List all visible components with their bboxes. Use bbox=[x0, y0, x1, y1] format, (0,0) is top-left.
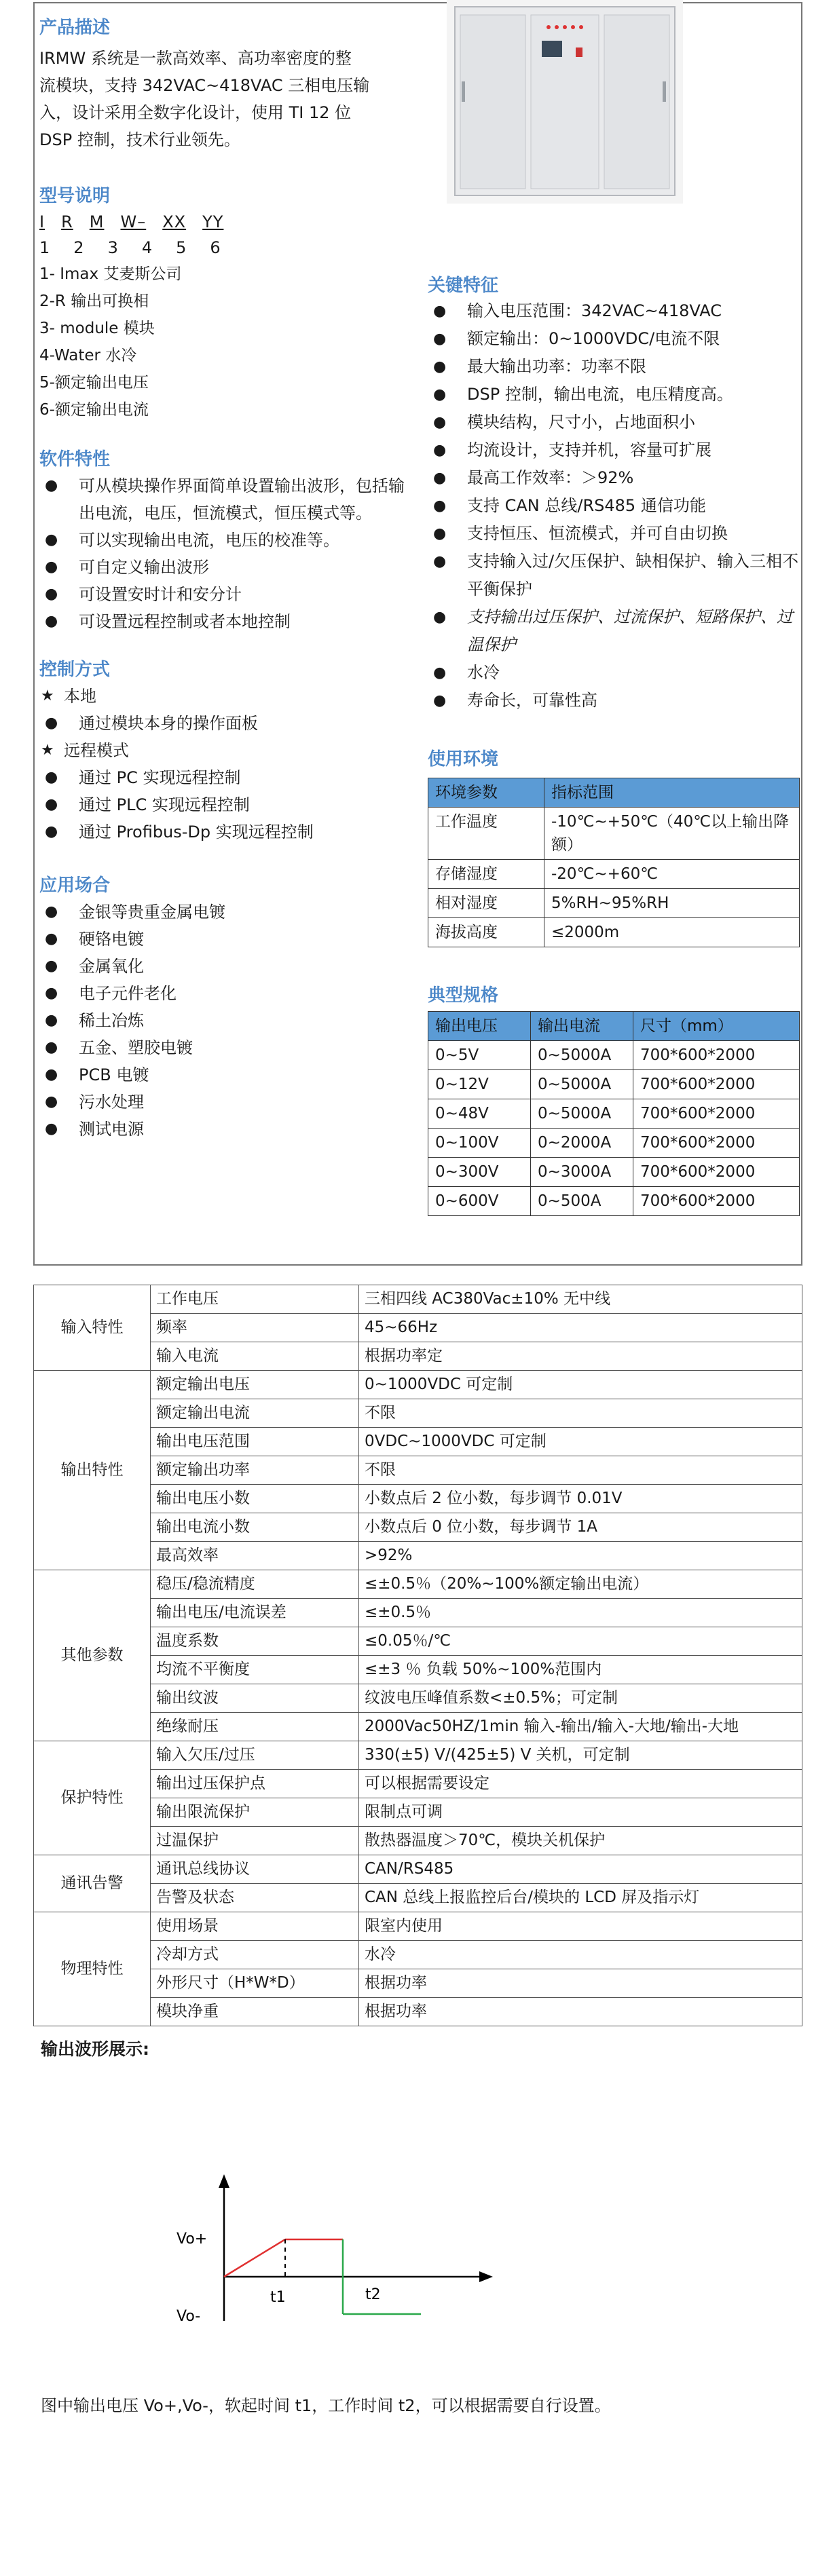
table-cell: 纹波电压峰值系数<±0.5%；可定制 bbox=[359, 1684, 802, 1713]
product-desc-line: DSP 控制，技术行业领先。 bbox=[39, 130, 240, 149]
bullet-icon bbox=[433, 436, 446, 464]
table-cell: 额定输出电压 bbox=[151, 1371, 359, 1399]
features-heading: 关键特征 bbox=[428, 276, 499, 296]
table-cell: ≤±0.5％ bbox=[359, 1599, 802, 1627]
feature-item: 支持输入过/欠压保护、缺相保护、输入三相不平衡保护 bbox=[467, 552, 799, 599]
table-cell: 700*600*2000 bbox=[633, 1041, 800, 1070]
control-local-label: 本地 bbox=[64, 687, 96, 706]
group-cell: 输出特性 bbox=[34, 1371, 151, 1570]
table-cell: 330(±5) V/(425±5) V 关机，可定制 bbox=[359, 1741, 802, 1770]
table-cell: 使用场景 bbox=[151, 1912, 359, 1941]
list-item bbox=[428, 381, 802, 409]
table-cell: 输出电压/电流误差 bbox=[151, 1599, 359, 1627]
list-item bbox=[428, 297, 802, 325]
parameter-table bbox=[33, 1285, 802, 2026]
table-header-cell: 输出电流 bbox=[531, 1012, 633, 1041]
group-cell: 保护特性 bbox=[34, 1741, 151, 1855]
application-item: 硬铬电镀 bbox=[79, 930, 144, 949]
bullet-icon bbox=[433, 548, 446, 575]
applications-list bbox=[39, 898, 406, 1143]
table-cell: 根据功率定 bbox=[359, 1342, 802, 1371]
waveform-y-arrow bbox=[219, 2174, 229, 2188]
bullet-icon bbox=[45, 1088, 58, 1116]
list-item bbox=[39, 898, 406, 926]
list-item bbox=[39, 608, 406, 635]
bullet-icon bbox=[433, 381, 446, 409]
table-row bbox=[428, 1070, 800, 1099]
table-cell: 告警及状态 bbox=[151, 1884, 359, 1912]
table-header-cell: 尺寸（mm） bbox=[633, 1012, 800, 1041]
control-remote-label: 远程模式 bbox=[64, 741, 129, 760]
model-code bbox=[39, 209, 406, 235]
waveform-rise bbox=[224, 2239, 285, 2277]
table-cell: 根据功率 bbox=[359, 1969, 802, 1998]
table-cell: 根据功率 bbox=[359, 1998, 802, 2026]
table-cell: 输入欠压/过压 bbox=[151, 1741, 359, 1770]
application-item: PCB 电镀 bbox=[79, 1065, 149, 1084]
table-cell: 额定输出电流 bbox=[151, 1399, 359, 1428]
model-number: 2 bbox=[73, 238, 85, 257]
table-cell: 可以根据需要设定 bbox=[359, 1770, 802, 1798]
list-item bbox=[39, 554, 406, 581]
feature-item: 额定输出：0~1000VDC/电流不限 bbox=[467, 329, 720, 348]
applications-heading: 应用场合 bbox=[39, 875, 111, 896]
table-cell: 0~2000A bbox=[531, 1129, 633, 1158]
model-numbers bbox=[39, 235, 406, 261]
model-legend-item: 6-额定输出电流 bbox=[39, 401, 149, 419]
group-cell: 其他参数 bbox=[34, 1570, 151, 1741]
table-cell: 外形尺寸（H*W*D） bbox=[151, 1969, 359, 1998]
table-cell: 输出过压保护点 bbox=[151, 1770, 359, 1798]
table-cell: 工作温度 bbox=[428, 808, 544, 860]
list-item bbox=[39, 1007, 406, 1034]
bullet-icon bbox=[433, 603, 446, 631]
waveform-diagram bbox=[163, 2158, 516, 2334]
table-cell: ≤0.05％/℃ bbox=[359, 1627, 802, 1656]
table-cell: 0~5000A bbox=[531, 1041, 633, 1070]
group-cell: 输入特性 bbox=[34, 1285, 151, 1371]
table-cell: ≤±0.5％（20%~100%额定输出电流） bbox=[359, 1570, 802, 1599]
table-cell: 700*600*2000 bbox=[633, 1158, 800, 1187]
feature-item: 支持输出过压保护、过流保护、短路保护、过温保护 bbox=[467, 607, 793, 654]
model-code-part: M bbox=[89, 212, 105, 231]
environment-table bbox=[428, 778, 800, 947]
table-cell: 0~5V bbox=[428, 1041, 531, 1070]
feature-item: 支持 CAN 总线/RS485 通信功能 bbox=[467, 496, 706, 515]
application-item: 电子元件老化 bbox=[79, 984, 177, 1003]
application-item: 五金、塑胶电镀 bbox=[79, 1038, 193, 1057]
control-list bbox=[39, 683, 406, 846]
table-cell: 0~48V bbox=[428, 1099, 531, 1129]
model-legend-item: 3- module 模块 bbox=[39, 320, 155, 337]
list-item bbox=[39, 527, 406, 554]
list-item bbox=[428, 659, 802, 687]
table-cell: 相对湿度 bbox=[428, 889, 544, 918]
software-list bbox=[39, 472, 406, 635]
table-cell: 通讯总线协议 bbox=[151, 1855, 359, 1884]
table-cell: 0~5000A bbox=[531, 1099, 633, 1129]
list-item bbox=[39, 472, 406, 527]
table-cell: 2000Vac50HZ/1min 输入-输出/输入-大地/输出-大地 bbox=[359, 1713, 802, 1741]
specs-table bbox=[428, 1011, 800, 1216]
model-number: 3 bbox=[107, 238, 119, 257]
waveform-vplus-label: Vo+ bbox=[177, 2231, 208, 2248]
model-code-part: R bbox=[61, 212, 73, 231]
table-header-cell: 输出电压 bbox=[428, 1012, 531, 1041]
bullet-icon bbox=[45, 1007, 58, 1034]
table-cell: 输出电流小数 bbox=[151, 1513, 359, 1542]
waveform-x-arrow bbox=[479, 2271, 493, 2282]
table-cell: 输出纹波 bbox=[151, 1684, 359, 1713]
list-item bbox=[39, 764, 406, 791]
software-item: 可设置远程控制或者本地控制 bbox=[79, 612, 291, 631]
waveform-t2-label: t2 bbox=[365, 2286, 381, 2303]
table-cell: 输出限流保护 bbox=[151, 1798, 359, 1827]
table-row bbox=[34, 1570, 802, 1599]
model-code-part: I bbox=[39, 212, 45, 231]
table-cell: CAN 总线上报监控后台/模块的 LCD 屏及指示灯 bbox=[359, 1884, 802, 1912]
product-desc-line: IRMW 系统是一款高效率、高功率密度的整 bbox=[39, 49, 352, 68]
table-cell: 0~300V bbox=[428, 1158, 531, 1187]
table-cell: 不限 bbox=[359, 1456, 802, 1485]
table-row bbox=[428, 1187, 800, 1216]
control-item: 通过 Profibus-Dp 实现远程控制 bbox=[79, 822, 314, 841]
table-row bbox=[428, 1158, 800, 1187]
application-item: 金属氧化 bbox=[79, 957, 144, 976]
table-header-row bbox=[428, 1012, 800, 1041]
software-item: 可以实现输出电流，电压的校准等。 bbox=[79, 531, 339, 550]
control-item: 通过模块本身的操作面板 bbox=[79, 714, 258, 733]
table-cell: 模块净重 bbox=[151, 1998, 359, 2026]
table-cell: 输入电流 bbox=[151, 1342, 359, 1371]
table-cell: 工作电压 bbox=[151, 1285, 359, 1314]
table-cell: 小数点后 0 位小数，每步调节 1A bbox=[359, 1513, 802, 1542]
model-heading: 型号说明 bbox=[39, 186, 111, 206]
feature-item: 最大输出功率：功率不限 bbox=[467, 357, 646, 376]
table-cell: 700*600*2000 bbox=[633, 1129, 800, 1158]
list-item bbox=[428, 353, 802, 381]
waveform-t1-label: t1 bbox=[270, 2289, 286, 2306]
software-item: 可从模块操作界面简单设置输出波形，包括输出电流，电压，恒流模式，恒压模式等。 bbox=[79, 476, 405, 523]
features-list bbox=[428, 297, 802, 715]
bullet-icon bbox=[45, 472, 58, 499]
list-item bbox=[428, 687, 802, 715]
table-cell: 温度系数 bbox=[151, 1627, 359, 1656]
list-item bbox=[39, 818, 406, 846]
feature-item: 水冷 bbox=[467, 663, 500, 682]
model-legend-item: 2-R 输出可换相 bbox=[39, 292, 149, 310]
control-heading: 控制方式 bbox=[39, 660, 111, 680]
feature-item: 寿命长，可靠性高 bbox=[467, 691, 597, 710]
list-item bbox=[428, 603, 802, 659]
bullet-icon bbox=[45, 1061, 58, 1088]
software-item: 可自定义输出波形 bbox=[79, 558, 209, 577]
group-cell: 通讯告警 bbox=[34, 1855, 151, 1912]
model-legend-item: 4-Water 水冷 bbox=[39, 347, 137, 364]
table-cell: 限室内使用 bbox=[359, 1912, 802, 1941]
bullet-icon bbox=[433, 325, 446, 353]
table-row bbox=[34, 1371, 802, 1399]
table-cell: 存储湿度 bbox=[428, 860, 544, 889]
table-cell: 频率 bbox=[151, 1314, 359, 1342]
table-cell: 0VDC~1000VDC 可定制 bbox=[359, 1428, 802, 1456]
table-cell: 均流不平衡度 bbox=[151, 1656, 359, 1684]
list-item bbox=[428, 436, 802, 464]
list-item bbox=[39, 1034, 406, 1061]
table-cell: 0~5000A bbox=[531, 1070, 633, 1099]
model-number: 4 bbox=[141, 238, 153, 257]
table-cell: CAN/RS485 bbox=[359, 1855, 802, 1884]
model-number: 6 bbox=[210, 238, 221, 257]
list-item bbox=[428, 492, 802, 520]
software-item: 可设置安时计和安分计 bbox=[79, 585, 242, 604]
table-cell: 绝缘耐压 bbox=[151, 1713, 359, 1741]
list-item bbox=[39, 1088, 406, 1116]
model-number: 5 bbox=[176, 238, 187, 257]
list-item bbox=[39, 737, 406, 764]
star-icon bbox=[41, 737, 54, 764]
bullet-icon bbox=[45, 953, 58, 980]
table-cell: 限制点可调 bbox=[359, 1798, 802, 1827]
table-row bbox=[428, 889, 800, 918]
table-cell: 额定输出功率 bbox=[151, 1456, 359, 1485]
table-row bbox=[428, 918, 800, 947]
table-row bbox=[428, 808, 800, 860]
table-cell: 不限 bbox=[359, 1399, 802, 1428]
model-code-part: YY bbox=[202, 212, 224, 231]
bullet-icon bbox=[45, 818, 58, 846]
left-column bbox=[39, 15, 406, 1143]
application-item: 污水处理 bbox=[79, 1093, 144, 1112]
table-cell: 0~600V bbox=[428, 1187, 531, 1216]
product-desc-line: 流模块，支持 342VAC~418VAC 三相电压输 bbox=[39, 76, 370, 95]
table-cell: ≤2000m bbox=[544, 918, 800, 947]
list-item bbox=[428, 464, 802, 492]
list-item bbox=[39, 1116, 406, 1143]
table-cell: 0~500A bbox=[531, 1187, 633, 1216]
list-item bbox=[39, 1061, 406, 1088]
feature-item: 均流设计，支持并机，容量可扩展 bbox=[467, 440, 711, 459]
environment-heading: 使用环境 bbox=[428, 749, 499, 770]
table-row bbox=[34, 1285, 802, 1314]
control-item: 通过 PC 实现远程控制 bbox=[79, 768, 241, 787]
table-cell: 海拔高度 bbox=[428, 918, 544, 947]
bullet-icon bbox=[45, 980, 58, 1007]
table-cell: 三相四线 AC380Vac±10% 无中线 bbox=[359, 1285, 802, 1314]
table-row bbox=[428, 1041, 800, 1070]
product-desc-line: 入，设计采用全数字化设计，使用 TI 12 位 bbox=[39, 103, 352, 122]
bullet-icon bbox=[433, 464, 446, 492]
bullet-icon bbox=[45, 926, 58, 953]
model-code-part: XX bbox=[162, 212, 187, 231]
feature-item: DSP 控制，输出电流，电压精度高。 bbox=[467, 385, 733, 404]
waveform-vminus-label: Vo- bbox=[177, 2308, 201, 2325]
group-cell: 物理特性 bbox=[34, 1912, 151, 2026]
model-number: 1 bbox=[39, 238, 51, 257]
table-cell: 散热器温度＞70℃，模块关机保护 bbox=[359, 1827, 802, 1855]
table-header-cell: 指标范围 bbox=[544, 778, 800, 808]
model-legend-item: 5-额定输出电压 bbox=[39, 374, 149, 392]
bullet-icon bbox=[45, 898, 58, 926]
software-heading: 软件特性 bbox=[39, 449, 111, 470]
table-cell: 45~66Hz bbox=[359, 1314, 802, 1342]
bullet-icon bbox=[45, 764, 58, 791]
list-item bbox=[39, 581, 406, 608]
bullet-icon bbox=[433, 492, 446, 520]
table-row bbox=[428, 860, 800, 889]
list-item bbox=[428, 548, 802, 603]
table-cell: 水冷 bbox=[359, 1941, 802, 1969]
table-cell: >92% bbox=[359, 1542, 802, 1570]
table-cell: 0~3000A bbox=[531, 1158, 633, 1187]
table-cell: 0~100V bbox=[428, 1129, 531, 1158]
table-cell: 输出电压小数 bbox=[151, 1485, 359, 1513]
table-cell: 输出电压范围 bbox=[151, 1428, 359, 1456]
feature-item: 支持恒压、恒流模式，并可自由切换 bbox=[467, 524, 728, 543]
table-cell: 700*600*2000 bbox=[633, 1187, 800, 1216]
bullet-icon bbox=[433, 353, 446, 381]
table-row bbox=[428, 1099, 800, 1129]
application-item: 测试电源 bbox=[79, 1120, 144, 1139]
list-item bbox=[428, 409, 802, 436]
bullet-icon bbox=[433, 409, 446, 436]
list-item bbox=[39, 710, 406, 737]
table-header-cell: 环境参数 bbox=[428, 778, 544, 808]
table-cell: 5%RH~95%RH bbox=[544, 889, 800, 918]
bullet-icon bbox=[433, 297, 446, 325]
feature-item: 最高工作效率：＞92% bbox=[467, 468, 634, 487]
model-legend bbox=[39, 261, 406, 423]
table-row bbox=[34, 1912, 802, 1941]
specs-heading: 典型规格 bbox=[428, 985, 499, 1006]
list-item bbox=[428, 520, 802, 548]
list-item bbox=[39, 926, 406, 953]
bullet-icon bbox=[45, 581, 58, 608]
model-legend-item: 1- Imax 艾麦斯公司 bbox=[39, 265, 182, 283]
feature-item: 模块结构，尺寸小，占地面积小 bbox=[467, 413, 695, 432]
bullet-icon bbox=[45, 608, 58, 635]
table-cell: 最高效率 bbox=[151, 1542, 359, 1570]
bullet-icon bbox=[45, 791, 58, 818]
bullet-icon bbox=[433, 659, 446, 687]
table-cell: 0~12V bbox=[428, 1070, 531, 1099]
bullet-icon bbox=[45, 1034, 58, 1061]
table-row bbox=[34, 1855, 802, 1884]
table-cell: -10℃~+50℃（40℃以上输出降额） bbox=[544, 808, 800, 860]
bullet-icon bbox=[45, 554, 58, 581]
table-row bbox=[34, 1741, 802, 1770]
waveform-caption: 图中输出电压 Vo+,Vo-，软起时间 t1，工作时间 t2，可以根据需要自行设置。 bbox=[41, 2396, 611, 2415]
table-cell: -20℃~+60℃ bbox=[544, 860, 800, 889]
product-cabinet-image bbox=[447, 0, 683, 204]
feature-item: 输入电压范围：342VAC~418VAC bbox=[467, 301, 722, 320]
table-row bbox=[428, 1129, 800, 1158]
list-item bbox=[39, 791, 406, 818]
product-desc-heading: 产品描述 bbox=[39, 18, 111, 38]
table-cell: 小数点后 2 位小数，每步调节 0.01V bbox=[359, 1485, 802, 1513]
control-item: 通过 PLC 实现远程控制 bbox=[79, 795, 250, 814]
application-item: 金银等贵重金属电镀 bbox=[79, 903, 225, 922]
bullet-icon bbox=[433, 520, 446, 548]
table-header-row bbox=[428, 778, 800, 808]
bullet-icon bbox=[45, 710, 58, 737]
table-cell: 过温保护 bbox=[151, 1827, 359, 1855]
star-icon bbox=[41, 683, 54, 710]
list-item bbox=[39, 980, 406, 1007]
product-desc-text bbox=[39, 45, 406, 153]
model-code-part: W– bbox=[120, 212, 147, 231]
list-item bbox=[428, 325, 802, 353]
table-cell: 稳压/稳流精度 bbox=[151, 1570, 359, 1599]
list-item bbox=[39, 683, 406, 710]
waveform-title: 输出波形展示: bbox=[41, 2039, 149, 2059]
bullet-icon bbox=[433, 687, 446, 715]
table-cell: 0~1000VDC 可定制 bbox=[359, 1371, 802, 1399]
table-cell: 冷却方式 bbox=[151, 1941, 359, 1969]
application-item: 稀土冶炼 bbox=[79, 1011, 144, 1030]
bullet-icon bbox=[45, 1116, 58, 1143]
list-item bbox=[39, 953, 406, 980]
bullet-icon bbox=[45, 527, 58, 554]
table-cell: ≤±3 ％ 负载 50%~100%范围内 bbox=[359, 1656, 802, 1684]
table-cell: 700*600*2000 bbox=[633, 1099, 800, 1129]
table-cell: 700*600*2000 bbox=[633, 1070, 800, 1099]
